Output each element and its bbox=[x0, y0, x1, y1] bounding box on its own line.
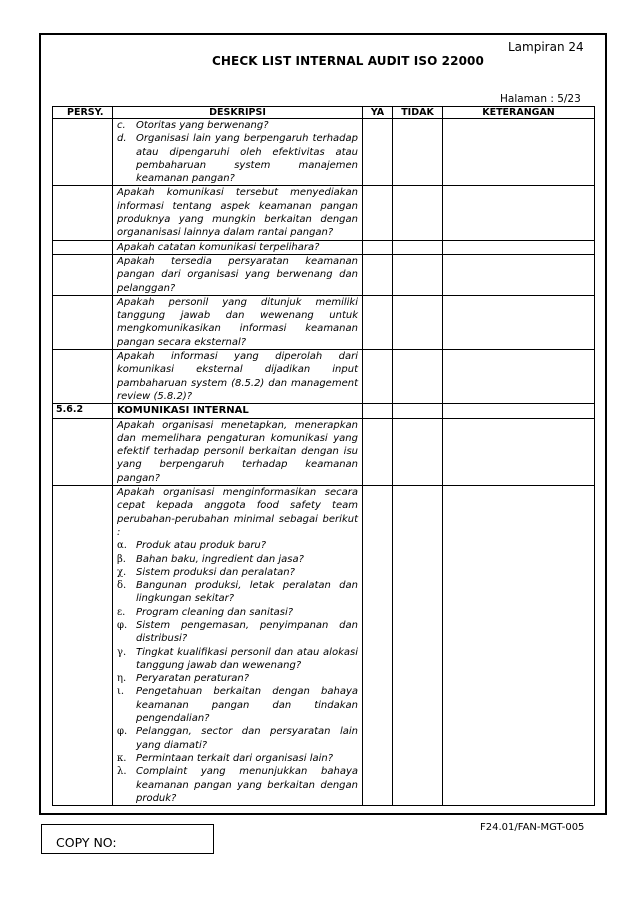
page-number: Halaman : 5/23 bbox=[500, 93, 581, 105]
keterangan-cell[interactable] bbox=[443, 404, 595, 418]
deskripsi-cell bbox=[113, 254, 363, 295]
list-item-marker: β. bbox=[117, 553, 126, 565]
list-item-marker: η. bbox=[117, 673, 127, 685]
table-row bbox=[53, 350, 595, 404]
list-item-marker: ε. bbox=[117, 606, 126, 618]
ya-cell[interactable] bbox=[363, 350, 393, 404]
list-item-marker: κ. bbox=[117, 752, 127, 764]
keterangan-cell[interactable] bbox=[443, 350, 595, 404]
question-text: Apakah informasi yang diperolah dari komunikasi eksternal dijadikan input pambaharuan system (8.5.2) dan management review (5.8.2)? bbox=[117, 351, 358, 402]
column-header-keterangan: KETERANGAN bbox=[443, 107, 595, 119]
persy-cell: 5.6.2 bbox=[53, 404, 113, 418]
persy-cell bbox=[53, 254, 113, 295]
list-item-marker: α. bbox=[117, 540, 127, 552]
table-header-row bbox=[53, 107, 595, 119]
table-row bbox=[53, 119, 595, 186]
table-row bbox=[53, 254, 595, 295]
table-row bbox=[53, 418, 595, 485]
list-item-marker: c. bbox=[117, 120, 126, 131]
list-item-marker: φ. bbox=[117, 726, 128, 738]
list-item bbox=[117, 646, 358, 673]
question-text: Apakah organisasi menginformasikan secara cepat kepada anggota food safety team perubahan-perubahan minimal sebagai berikut : bbox=[117, 487, 358, 538]
list-item bbox=[117, 579, 358, 606]
deskripsi-cell bbox=[113, 486, 363, 806]
list-item bbox=[117, 553, 358, 566]
list-item-text: Pengetahuan berkaitan dengan bahaya keamanan pangan dan tindakan pengendalian? bbox=[136, 686, 358, 725]
ya-cell[interactable] bbox=[363, 486, 393, 806]
tidak-cell[interactable] bbox=[393, 486, 443, 806]
persy-cell bbox=[53, 486, 113, 806]
column-header-tidak: TIDAK bbox=[393, 107, 443, 119]
list-item-text: Sistem produksi dan peralatan? bbox=[136, 566, 295, 578]
table-row bbox=[53, 295, 595, 349]
persy-cell bbox=[53, 186, 113, 240]
list-item-text: Complaint yang menunjukkan bahaya keamanan pangan yang berkaitan dengan produk? bbox=[136, 766, 358, 804]
tidak-cell[interactable] bbox=[393, 295, 443, 349]
keterangan-cell[interactable] bbox=[443, 119, 595, 186]
ya-cell[interactable] bbox=[363, 186, 393, 240]
question-text: Apakah catatan komunikasi terpelihara? bbox=[117, 241, 320, 253]
question-text: Apakah organisasi menetapkan, menerapkan dan memelihara pengaturan komunikasi yang efektif terhadap personil berkaitan dengan isu yang berpengaruh terhadap keamanan pangan? bbox=[117, 419, 358, 484]
keterangan-cell[interactable] bbox=[443, 254, 595, 295]
tidak-cell[interactable] bbox=[393, 186, 443, 240]
deskripsi-cell bbox=[113, 240, 363, 254]
question-text: Apakah tersedia persyaratan keamanan pangan dari organisasi yang berwenang dan pelanggan? bbox=[117, 255, 358, 294]
copy-no-label: COPY NO: bbox=[56, 835, 117, 850]
question-text: Apakah personil yang ditunjuk memiliki tanggung jawab dan wewenang untuk mengkomunikasikan informasi keamanan pangan secara eksternal? bbox=[117, 296, 358, 348]
list-item bbox=[117, 606, 358, 619]
column-header-ya: YA bbox=[363, 107, 393, 119]
list-item-text: Bangunan produksi, letak peralatan dan lingkungan sekitar? bbox=[136, 580, 358, 605]
list-item-text: Otoritas yang berwenang? bbox=[136, 120, 269, 131]
list-item bbox=[117, 725, 358, 752]
persy-cell bbox=[53, 350, 113, 404]
deskripsi-cell: KOMUNIKASI INTERNAL bbox=[113, 404, 363, 418]
list-item bbox=[117, 566, 358, 579]
persy-cell bbox=[53, 119, 113, 186]
table-row bbox=[53, 486, 595, 806]
keterangan-cell[interactable] bbox=[443, 186, 595, 240]
question-text: Apakah komunikasi tersebut menyediakan informasi tentang aspek keamanan pangan produknya yang mungkin berkaitan dengan organanisasi lainnya dalam rantai pangan? bbox=[117, 187, 358, 239]
list-item-marker: δ. bbox=[117, 580, 127, 592]
keterangan-cell[interactable] bbox=[443, 240, 595, 254]
lampiran-label: Lampiran 24 bbox=[508, 40, 584, 54]
persy-cell bbox=[53, 240, 113, 254]
list-item-marker: φ. bbox=[117, 619, 128, 631]
tidak-cell[interactable] bbox=[393, 404, 443, 418]
list-item bbox=[117, 672, 358, 685]
copy-no-box bbox=[41, 824, 214, 854]
ya-cell[interactable] bbox=[363, 404, 393, 418]
list-item bbox=[117, 619, 358, 646]
list-item bbox=[117, 539, 358, 552]
deskripsi-cell bbox=[113, 186, 363, 240]
keterangan-cell[interactable] bbox=[443, 486, 595, 806]
list-item-text: Bahan baku, ingredient dan jasa? bbox=[136, 553, 304, 565]
list-item-marker: χ. bbox=[117, 566, 127, 578]
list-item-text: Pelanggan, sector dan persyaratan lain yang diamati? bbox=[136, 726, 358, 751]
ya-cell[interactable] bbox=[363, 119, 393, 186]
document-code: F24.01/FAN-MGT-005 bbox=[480, 822, 585, 833]
ya-cell[interactable] bbox=[363, 254, 393, 295]
list-item bbox=[117, 752, 358, 765]
list-item-marker: λ. bbox=[117, 766, 127, 778]
table-row bbox=[53, 240, 595, 254]
keterangan-cell[interactable] bbox=[443, 295, 595, 349]
list-item-text: Peryaratan peraturan? bbox=[136, 673, 250, 685]
ya-cell[interactable] bbox=[363, 240, 393, 254]
table-row bbox=[53, 404, 595, 418]
keterangan-cell[interactable] bbox=[443, 418, 595, 485]
tidak-cell[interactable] bbox=[393, 254, 443, 295]
deskripsi-cell bbox=[113, 295, 363, 349]
table-body bbox=[53, 119, 595, 806]
list-item-text: Tingkat kualifikasi personil dan atau alokasi tanggung jawab dan wewenang? bbox=[136, 646, 358, 671]
persy-cell bbox=[53, 295, 113, 349]
tidak-cell[interactable] bbox=[393, 119, 443, 186]
tidak-cell[interactable] bbox=[393, 240, 443, 254]
list-item-marker: ι. bbox=[117, 686, 125, 698]
document-title: CHECK LIST INTERNAL AUDIT ISO 22000 bbox=[212, 54, 484, 68]
tidak-cell[interactable] bbox=[393, 418, 443, 485]
list-item bbox=[117, 765, 358, 805]
tidak-cell[interactable] bbox=[393, 350, 443, 404]
list-item-marker: d. bbox=[117, 133, 127, 145]
table-row bbox=[53, 186, 595, 240]
list-item bbox=[117, 132, 358, 185]
column-header-persy: PERSY. bbox=[53, 107, 113, 119]
ya-cell[interactable] bbox=[363, 418, 393, 485]
list-item bbox=[117, 119, 358, 132]
persy-cell bbox=[53, 418, 113, 485]
deskripsi-cell bbox=[113, 350, 363, 404]
checklist-table bbox=[52, 106, 595, 806]
list-item-text: Organisasi lain yang berpengaruh terhadap atau dipengaruhi oleh efektivitas atau pembaharuan system manajemen keamanan pangan? bbox=[136, 133, 358, 185]
list-item bbox=[117, 685, 358, 725]
column-header-deskripsi: DESKRIPSI bbox=[113, 107, 363, 119]
list-item-text: Produk atau produk baru? bbox=[136, 540, 267, 552]
list-item-text: Permintaan terkait dari organisasi lain? bbox=[136, 752, 334, 764]
list-item-text: Program cleaning dan sanitasi? bbox=[136, 606, 294, 618]
ya-cell[interactable] bbox=[363, 295, 393, 349]
list-item-text: Sistem pengemasan, penyimpanan dan distribusi? bbox=[136, 619, 358, 645]
list-item-marker: γ. bbox=[117, 646, 127, 658]
deskripsi-cell bbox=[113, 119, 363, 186]
deskripsi-cell bbox=[113, 418, 363, 485]
